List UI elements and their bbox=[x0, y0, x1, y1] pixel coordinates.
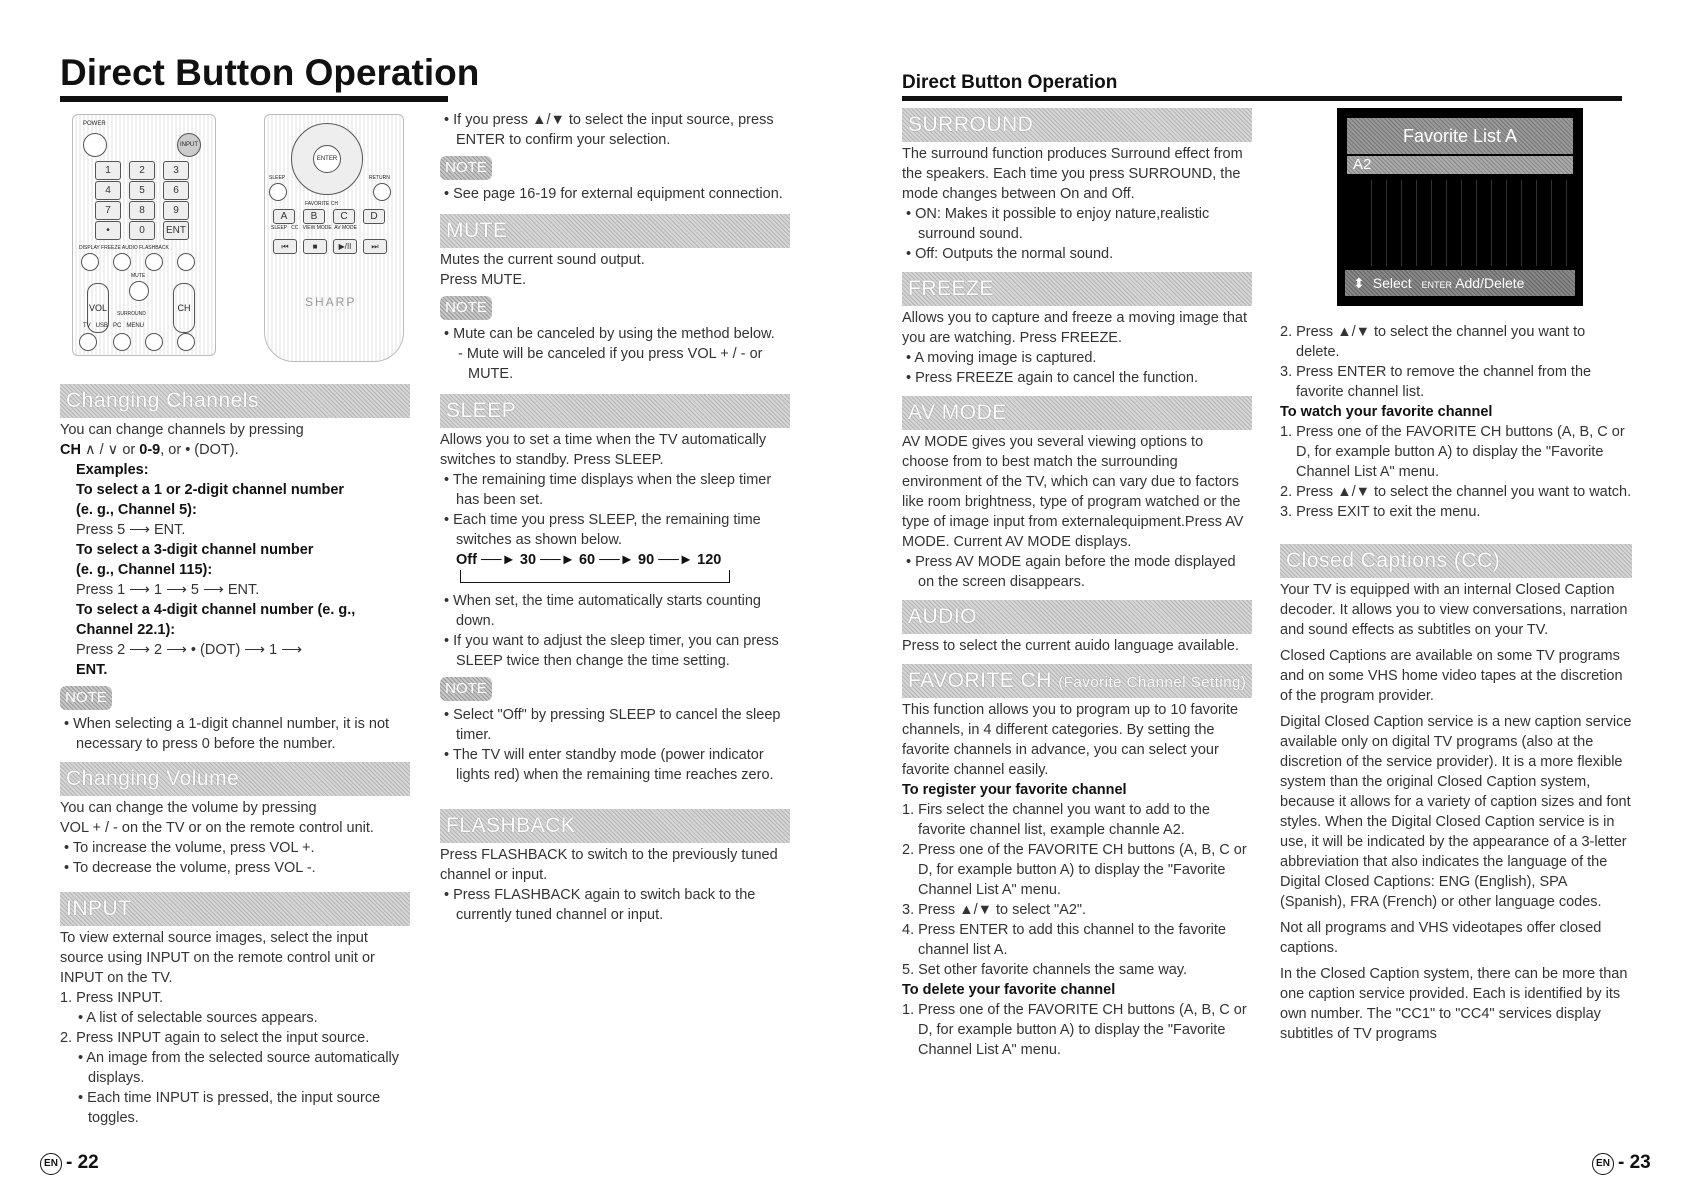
channels-intro: You can change channels by pressing bbox=[60, 422, 304, 438]
column-2 bbox=[440, 110, 790, 925]
sleep-bullet-3: • When set, the time automatically starts counting down. bbox=[444, 593, 761, 629]
remote-illustration-left bbox=[72, 114, 216, 356]
delete-heading: To delete your favorite channel bbox=[902, 982, 1116, 998]
example-2-sub: (e. g., Channel 115): bbox=[76, 562, 213, 578]
cc-paragraph-5: In the Closed Caption system, there can be more than one caption service provided. Each is identified by its own number. The "CC1" to "CC4" services display subtitles of TV programs bbox=[1280, 966, 1628, 1042]
column-4 bbox=[1280, 322, 1632, 1044]
footer-select: Select bbox=[1372, 275, 1412, 291]
right-page-title: Direct Button Operation bbox=[902, 72, 1118, 93]
example-1-heading: To select a 1 or 2-digit channel number bbox=[76, 482, 345, 498]
sleep-note-2: • The TV will enter standby mode (power indicator lights red) when the remaining time reaches zero. bbox=[444, 747, 774, 783]
ch-key: CH bbox=[60, 442, 81, 458]
cc-paragraph-1: Your TV is equipped with an internal Closed Caption decoder. It allows you to view conversations, narration and sound effects as subtitles on your TV. bbox=[1280, 582, 1628, 638]
audio-paragraph: Press to select the current auido language available. bbox=[902, 638, 1239, 654]
example-2-heading: To select a 3-digit channel number bbox=[76, 542, 314, 558]
mute-note-2: - Mute will be canceled if you press VOL + / - or MUTE. bbox=[458, 346, 763, 382]
example-1-sub: (e. g., Channel 5): bbox=[76, 502, 197, 518]
dot-text: , or • (DOT). bbox=[160, 442, 239, 458]
section-header-audio: AUDIO bbox=[902, 600, 1252, 634]
volume-bullet-1: • To increase the volume, press VOL +. bbox=[64, 840, 315, 856]
sleep-cycle-diagram: Off ──► 30 ──► 60 ──► 90 ──► 120 bbox=[456, 552, 722, 568]
volume-line-2: VOL + / - on the TV or on the remote control unit. bbox=[60, 820, 374, 836]
en-badge-icon: EN bbox=[1592, 1153, 1614, 1175]
digit-button: ENT bbox=[163, 221, 189, 240]
mute-line-1: Mutes the current sound output. bbox=[440, 252, 645, 268]
cc-paragraph-2: Closed Captions are available on some TV programs and on some VHS home video tapes at the discretion of the program provider. bbox=[1280, 648, 1623, 704]
remote-small-labels: DISPLAY FREEZE AUDIO FLASHBACK bbox=[79, 245, 169, 251]
column-3 bbox=[902, 108, 1252, 1060]
delete-step-2: 2. Press ▲/▼ to select the channel you want to delete. bbox=[1280, 324, 1586, 360]
surround-label: SURROUND bbox=[117, 311, 146, 317]
section-header-av-mode: AV MODE bbox=[902, 396, 1252, 430]
input-button: INPUT bbox=[177, 133, 201, 157]
watch-step-3: 3. Press EXIT to exit the menu. bbox=[1280, 504, 1481, 520]
register-step-5: 5. Set other favorite channels the same way. bbox=[902, 962, 1188, 978]
digit-button: 8 bbox=[129, 201, 155, 220]
favorite-list-screen bbox=[1337, 108, 1583, 306]
example-2-sequence: Press 1 ⟶ 1 ⟶ 5 ⟶ ENT. bbox=[76, 582, 260, 598]
return-button bbox=[373, 183, 391, 201]
surround-bullet-off: • Off: Outputs the normal sound. bbox=[906, 246, 1114, 262]
example-1-sequence: Press 5 ⟶ ENT. bbox=[76, 522, 186, 538]
enter-button: ENTER bbox=[313, 145, 341, 173]
flashback-bullet: • Press FLASHBACK again to switch back to the currently tuned channel or input. bbox=[444, 887, 756, 923]
delete-step-3: 3. Press ENTER to remove the channel from the favorite channel list. bbox=[1280, 364, 1592, 400]
watch-step-2: 2. Press ▲/▼ to select the channel you want to watch. bbox=[1280, 484, 1632, 500]
section-header-input: INPUT bbox=[60, 892, 410, 926]
section-header-changing-volume: Changing Volume bbox=[60, 762, 410, 796]
flashback-paragraph: Press FLASHBACK to switch to the previously tuned channel or input. bbox=[440, 847, 778, 883]
register-step-2: 2. Press one of the FAVORITE CH buttons (A, B, C or D, for example button A) to display the "Favorite Channel List A" menu. bbox=[902, 842, 1247, 898]
input-bullet: • If you press ▲/▼ to select the input source, press ENTER to confirm your selection. bbox=[444, 112, 774, 148]
section-header-surround: SURROUND bbox=[902, 108, 1252, 142]
favorite-list-item: A2 bbox=[1347, 156, 1573, 174]
surround-paragraph: The surround function produces Surround effect from the speakers. Each time you press SURROUND, the mode changes between On and Off. bbox=[902, 146, 1243, 202]
vol-rocker: VOL bbox=[87, 283, 109, 333]
favorite-heading-sub: (Favorite Channel Setting) bbox=[1058, 674, 1247, 691]
sleep-bullet-2: • Each time you press SLEEP, the remaining time switches as shown below. bbox=[444, 512, 761, 548]
section-header-freeze: FREEZE bbox=[902, 272, 1252, 306]
transport-button: ⏭ bbox=[363, 239, 387, 254]
mute-note-1: • Mute can be canceled by using the method below. bbox=[444, 326, 775, 342]
left-page-title: Direct Button Operation bbox=[60, 52, 480, 93]
favorite-b-button: B bbox=[303, 209, 325, 224]
cc-paragraph-3: Digital Closed Caption service is a new caption service available only on digital TV programs (also at the discretion of the service provider). It is a more flexible system than the original Closed Caption system, because it allows for a variety of caption sizes and font styles. When the Digital Closed Caption service is in use, it will be indicated by the appearance of a 3-letter abbreviation that also indicates the language of the Digital Closed Captions: ENG (English), SPA (Spanish), FRA (French) or other language codes. bbox=[1280, 714, 1632, 910]
transport-button: ⏮ bbox=[273, 239, 297, 254]
digit-button: 0 bbox=[129, 221, 155, 240]
ch-keys-text: ∧ / ∨ or bbox=[80, 442, 140, 458]
channels-note: • When selecting a 1-digit channel number, it is not necessary to press 0 before the number. bbox=[64, 716, 390, 752]
transport-button: ▶/II bbox=[333, 239, 357, 254]
sleep-cycle-return-line bbox=[460, 570, 730, 583]
sleep-note-1: • Select "Off" by pressing SLEEP to cancel the sleep timer. bbox=[444, 707, 781, 743]
register-step-1: 1. Firs select the channel you want to add to the favorite channel list, example channle A2. bbox=[902, 802, 1210, 838]
mute-button bbox=[129, 281, 149, 301]
input-step-2: 2. Press INPUT again to select the input source. bbox=[60, 1030, 370, 1046]
watch-step-1: 1. Press one of the FAVORITE CH buttons (A, B, C or D, for example button A) to display the "Favorite Channel List A" menu. bbox=[1280, 424, 1625, 480]
input-paragraph: To view external source images, select the input source using INPUT on the remote control unit or INPUT on the TV. bbox=[60, 930, 375, 986]
digit-button: 5 bbox=[129, 181, 155, 200]
favorite-d-button: D bbox=[363, 209, 385, 224]
examples-label: Examples: bbox=[76, 462, 149, 478]
input-step-1-bullet: • A list of selectable sources appears. bbox=[78, 1010, 318, 1026]
footer-enter: ENTER bbox=[1421, 280, 1453, 290]
digit-button: 7 bbox=[95, 201, 121, 220]
volume-bullet-2: • To decrease the volume, press VOL -. bbox=[64, 860, 316, 876]
digit-button: 1 bbox=[95, 161, 121, 180]
audio-button bbox=[145, 253, 163, 271]
sleep-bullet-4: • If you want to adjust the sleep timer, you can press SLEEP twice then change the time setting. bbox=[444, 633, 779, 669]
input-step-1: 1. Press INPUT. bbox=[60, 990, 164, 1006]
register-heading: To register your favorite channel bbox=[902, 782, 1127, 798]
exit-button bbox=[269, 183, 287, 201]
favorite-c-button: C bbox=[333, 209, 355, 224]
input-step-2-bullet-2: • Each time INPUT is pressed, the input source toggles. bbox=[78, 1090, 381, 1126]
title-rule bbox=[60, 96, 448, 102]
tv-button bbox=[79, 333, 97, 351]
example-3-end: ENT. bbox=[76, 662, 108, 678]
register-step-3: 3. Press ▲/▼ to select "A2". bbox=[902, 902, 1087, 918]
mute-line-2: Press MUTE. bbox=[440, 272, 527, 288]
digit-button: • bbox=[95, 221, 121, 240]
favorite-paragraph: This function allows you to program up to 10 favorite channels, in 4 different categories. By setting the favorite channels in advance, you can select your favorite channel easily. bbox=[902, 702, 1239, 778]
freeze-bullet-2: • Press FREEZE again to cancel the function. bbox=[906, 370, 1199, 386]
page-number-left: EN - 22 bbox=[40, 1152, 99, 1175]
digit-button: 4 bbox=[95, 181, 121, 200]
menu-button bbox=[177, 333, 195, 351]
favorite-list-footer bbox=[1345, 270, 1575, 296]
sleep-small-label: SLEEP bbox=[269, 175, 286, 181]
input-note: • See page 16-19 for external equipment connection. bbox=[444, 186, 783, 202]
column-1 bbox=[60, 384, 410, 1128]
power-label: POWER bbox=[83, 121, 106, 127]
favorite-list-title: Favorite List A bbox=[1347, 118, 1573, 154]
display-button bbox=[81, 253, 99, 271]
bottom-labels: TV USB PC MENU bbox=[83, 323, 145, 329]
input-step-2-bullet-1: • An image from the selected source automatically displays. bbox=[78, 1050, 400, 1086]
avmode-paragraph: AV MODE gives you several viewing options to choose from to best match the surrounding environment of the TV, which can vary due to factors like room brightness, type of program watched or the type of image input from externalequipment.Press AV MODE. Current AV MODE displays. bbox=[902, 434, 1244, 550]
remote-illustration-right bbox=[264, 114, 404, 362]
section-header-mute: MUTE bbox=[440, 214, 790, 248]
favorite-label: FAVORITE CH bbox=[305, 201, 338, 207]
title-rule-right bbox=[902, 96, 1622, 101]
favorite-list-empty-slots bbox=[1357, 180, 1567, 266]
surround-bullet-on: • ON: Makes it possible to enjoy nature,realistic surround sound. bbox=[906, 206, 1210, 242]
digit-button: 6 bbox=[163, 181, 189, 200]
note-badge: NOTE bbox=[60, 686, 112, 710]
usb-button bbox=[113, 333, 131, 351]
section-header-flashback: FLASHBACK bbox=[440, 809, 790, 843]
footer-add-delete: Add/Delete bbox=[1455, 275, 1525, 291]
power-button bbox=[83, 133, 107, 157]
ch-rocker: CH bbox=[173, 283, 195, 333]
channels-intro-2 bbox=[60, 440, 410, 460]
register-step-4: 4. Press ENTER to add this channel to the favorite channel list A. bbox=[902, 922, 1226, 958]
en-badge-icon: EN bbox=[40, 1153, 62, 1175]
freeze-button bbox=[113, 253, 131, 271]
section-header-sleep: SLEEP bbox=[440, 394, 790, 428]
note-badge: NOTE bbox=[440, 677, 492, 701]
example-3-sequence: Press 2 ⟶ 2 ⟶ • (DOT) ⟶ 1 ⟶ bbox=[76, 642, 303, 658]
digit-button: 3 bbox=[163, 161, 189, 180]
volume-line-1: You can change the volume by pressing bbox=[60, 800, 317, 816]
page-number-right: EN - 23 bbox=[1592, 1152, 1651, 1175]
flashback-button bbox=[177, 253, 195, 271]
favorite-a-button: A bbox=[273, 209, 295, 224]
avmode-bullet: • Press AV MODE again before the mode displayed on the screen disappears. bbox=[906, 554, 1236, 590]
section-header-changing-channels: Changing Channels bbox=[60, 384, 410, 418]
sleep-paragraph: Allows you to set a time when the TV automatically switches to standby. Press SLEEP. bbox=[440, 432, 767, 468]
transport-button: ■ bbox=[303, 239, 327, 254]
digit-button: 2 bbox=[129, 161, 155, 180]
brand-logo: SHARP bbox=[305, 295, 357, 309]
freeze-bullet-1: • A moving image is captured. bbox=[906, 350, 1097, 366]
freeze-paragraph: Allows you to capture and freeze a moving image that you are watching. Press FREEZE. bbox=[902, 310, 1247, 346]
watch-heading: To watch your favorite channel bbox=[1280, 404, 1493, 420]
example-3-heading: To select a 4-digit channel number (e. g., Channel 22.1): bbox=[76, 602, 356, 638]
fav-small-labels: SLEEP CC VIEW MODE AV MODE bbox=[271, 225, 357, 231]
updown-icon: ⬍ bbox=[1353, 275, 1365, 291]
sleep-bullet-1: • The remaining time displays when the sleep timer has been set. bbox=[444, 472, 772, 508]
cc-paragraph-4: Not all programs and VHS videotapes offer closed captions. bbox=[1280, 920, 1602, 956]
delete-step-1: 1. Press one of the FAVORITE CH buttons (A, B, C or D, for example button A) to display the "Favorite Channel List A" menu. bbox=[902, 1002, 1247, 1058]
section-header-favorite-ch: FAVORITE CH (Favorite Channel Setting) bbox=[902, 664, 1252, 698]
mute-label: MUTE bbox=[131, 273, 146, 279]
note-badge: NOTE bbox=[440, 296, 492, 320]
section-header-closed-captions: Closed Captions (CC) bbox=[1280, 544, 1632, 578]
note-badge: NOTE bbox=[440, 156, 492, 180]
pc-button bbox=[145, 333, 163, 351]
return-small-label: RETURN bbox=[369, 175, 390, 181]
digits-key: 0-9 bbox=[139, 442, 161, 458]
digit-button: 9 bbox=[163, 201, 189, 220]
